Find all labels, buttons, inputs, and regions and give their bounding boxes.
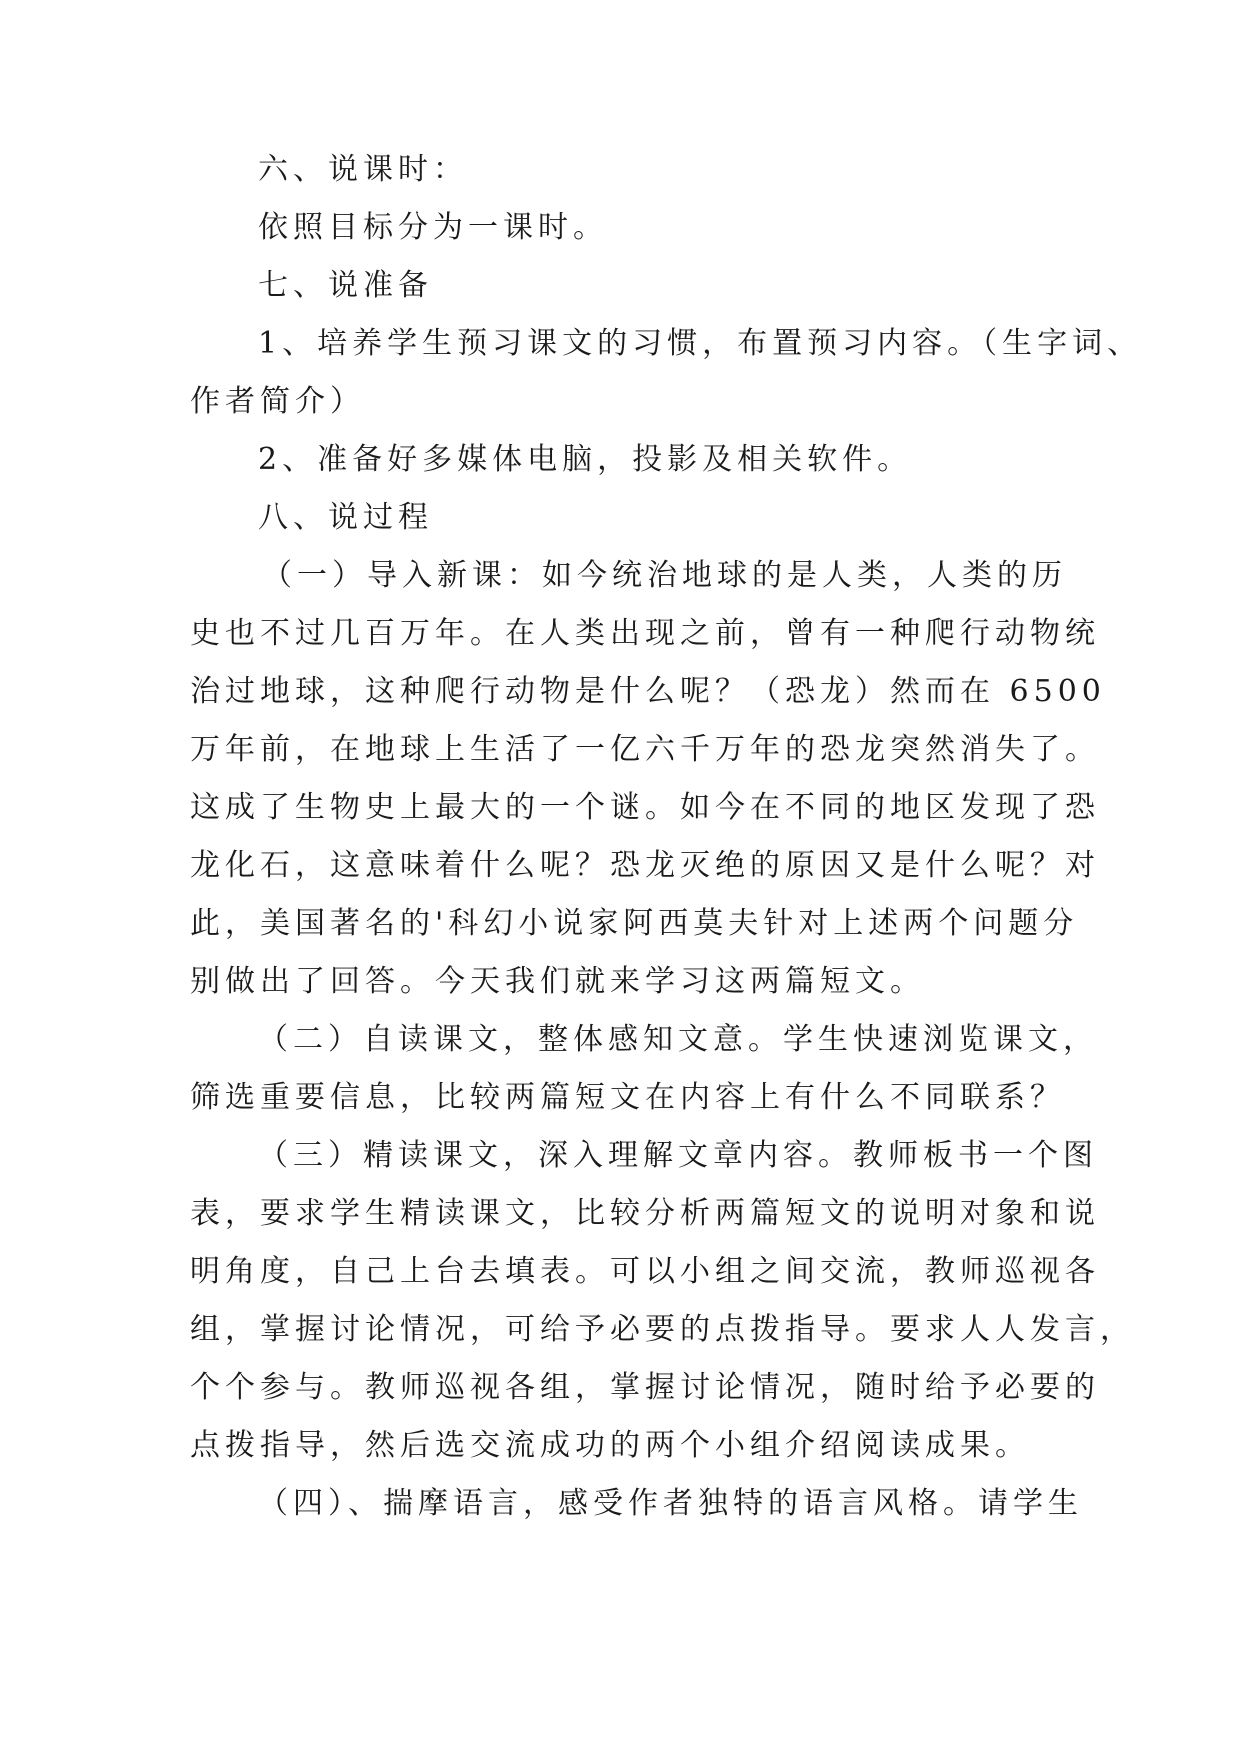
text-line: 万年前，在地球上生活了一亿六千万年的恐龙突然消失了。 — [190, 732, 1100, 767]
text-line: 点拨指导，然后选交流成功的两个小组介绍阅读成果。 — [190, 1428, 1030, 1463]
text-line: 表，要求学生精读课文，比较分析两篇短文的说明对象和说 — [190, 1196, 1100, 1231]
text-line: 别做出了回答。今天我们就来学习这两篇短文。 — [190, 964, 925, 999]
text-line: 依照目标分为一课时。 — [258, 210, 608, 245]
text-line: 个个参与。教师巡视各组，掌握讨论情况，随时给予必要的 — [190, 1370, 1100, 1405]
text-line: 2、准备好多媒体电脑，投影及相关软件。 — [258, 442, 913, 477]
text-line: 作者简介） — [190, 384, 365, 419]
text-line: （一）导入新课：如今统治地球的是人类，人类的历 — [262, 558, 1067, 593]
text-line: 筛选重要信息，比较两篇短文在内容上有什么不同联系？ — [190, 1080, 1065, 1115]
text-line: 龙化石，这意味着什么呢？恐龙灭绝的原因又是什么呢？对 — [190, 848, 1100, 883]
text-line: 八、说过程 — [258, 500, 433, 535]
text-line: 这成了生物史上最大的一个谜。如今在不同的地区发现了恐 — [190, 790, 1100, 825]
text-line: 组，掌握讨论情况，可给予必要的点拨指导。要求人人发言， — [190, 1312, 1135, 1347]
text-line: 明角度，自己上台去填表。可以小组之间交流，教师巡视各 — [190, 1254, 1100, 1289]
text-line: 治过地球，这种爬行动物是什么呢？（恐龙）然而在 6500 — [190, 674, 1106, 709]
text-line: 1、培养学生预习课文的习惯，布置预习内容。（生字词、 — [258, 326, 1143, 361]
text-line: （四）、揣摩语言，感受作者独特的语言风格。请学生 — [258, 1486, 1083, 1521]
text-line: （三）精读课文，深入理解文章内容。教师板书一个图 — [258, 1138, 1098, 1173]
text-line: 史也不过几百万年。在人类出现之前，曾有一种爬行动物统 — [190, 616, 1100, 651]
text-line: 七、说准备 — [258, 268, 433, 303]
text-line: （二）自读课文，整体感知文意。学生快速浏览课文， — [258, 1022, 1098, 1057]
text-line: 六、说课时： — [258, 152, 468, 187]
text-line: 此，美国著名的'科幻小说家阿西莫夫针对上述两个问题分 — [190, 906, 1079, 941]
